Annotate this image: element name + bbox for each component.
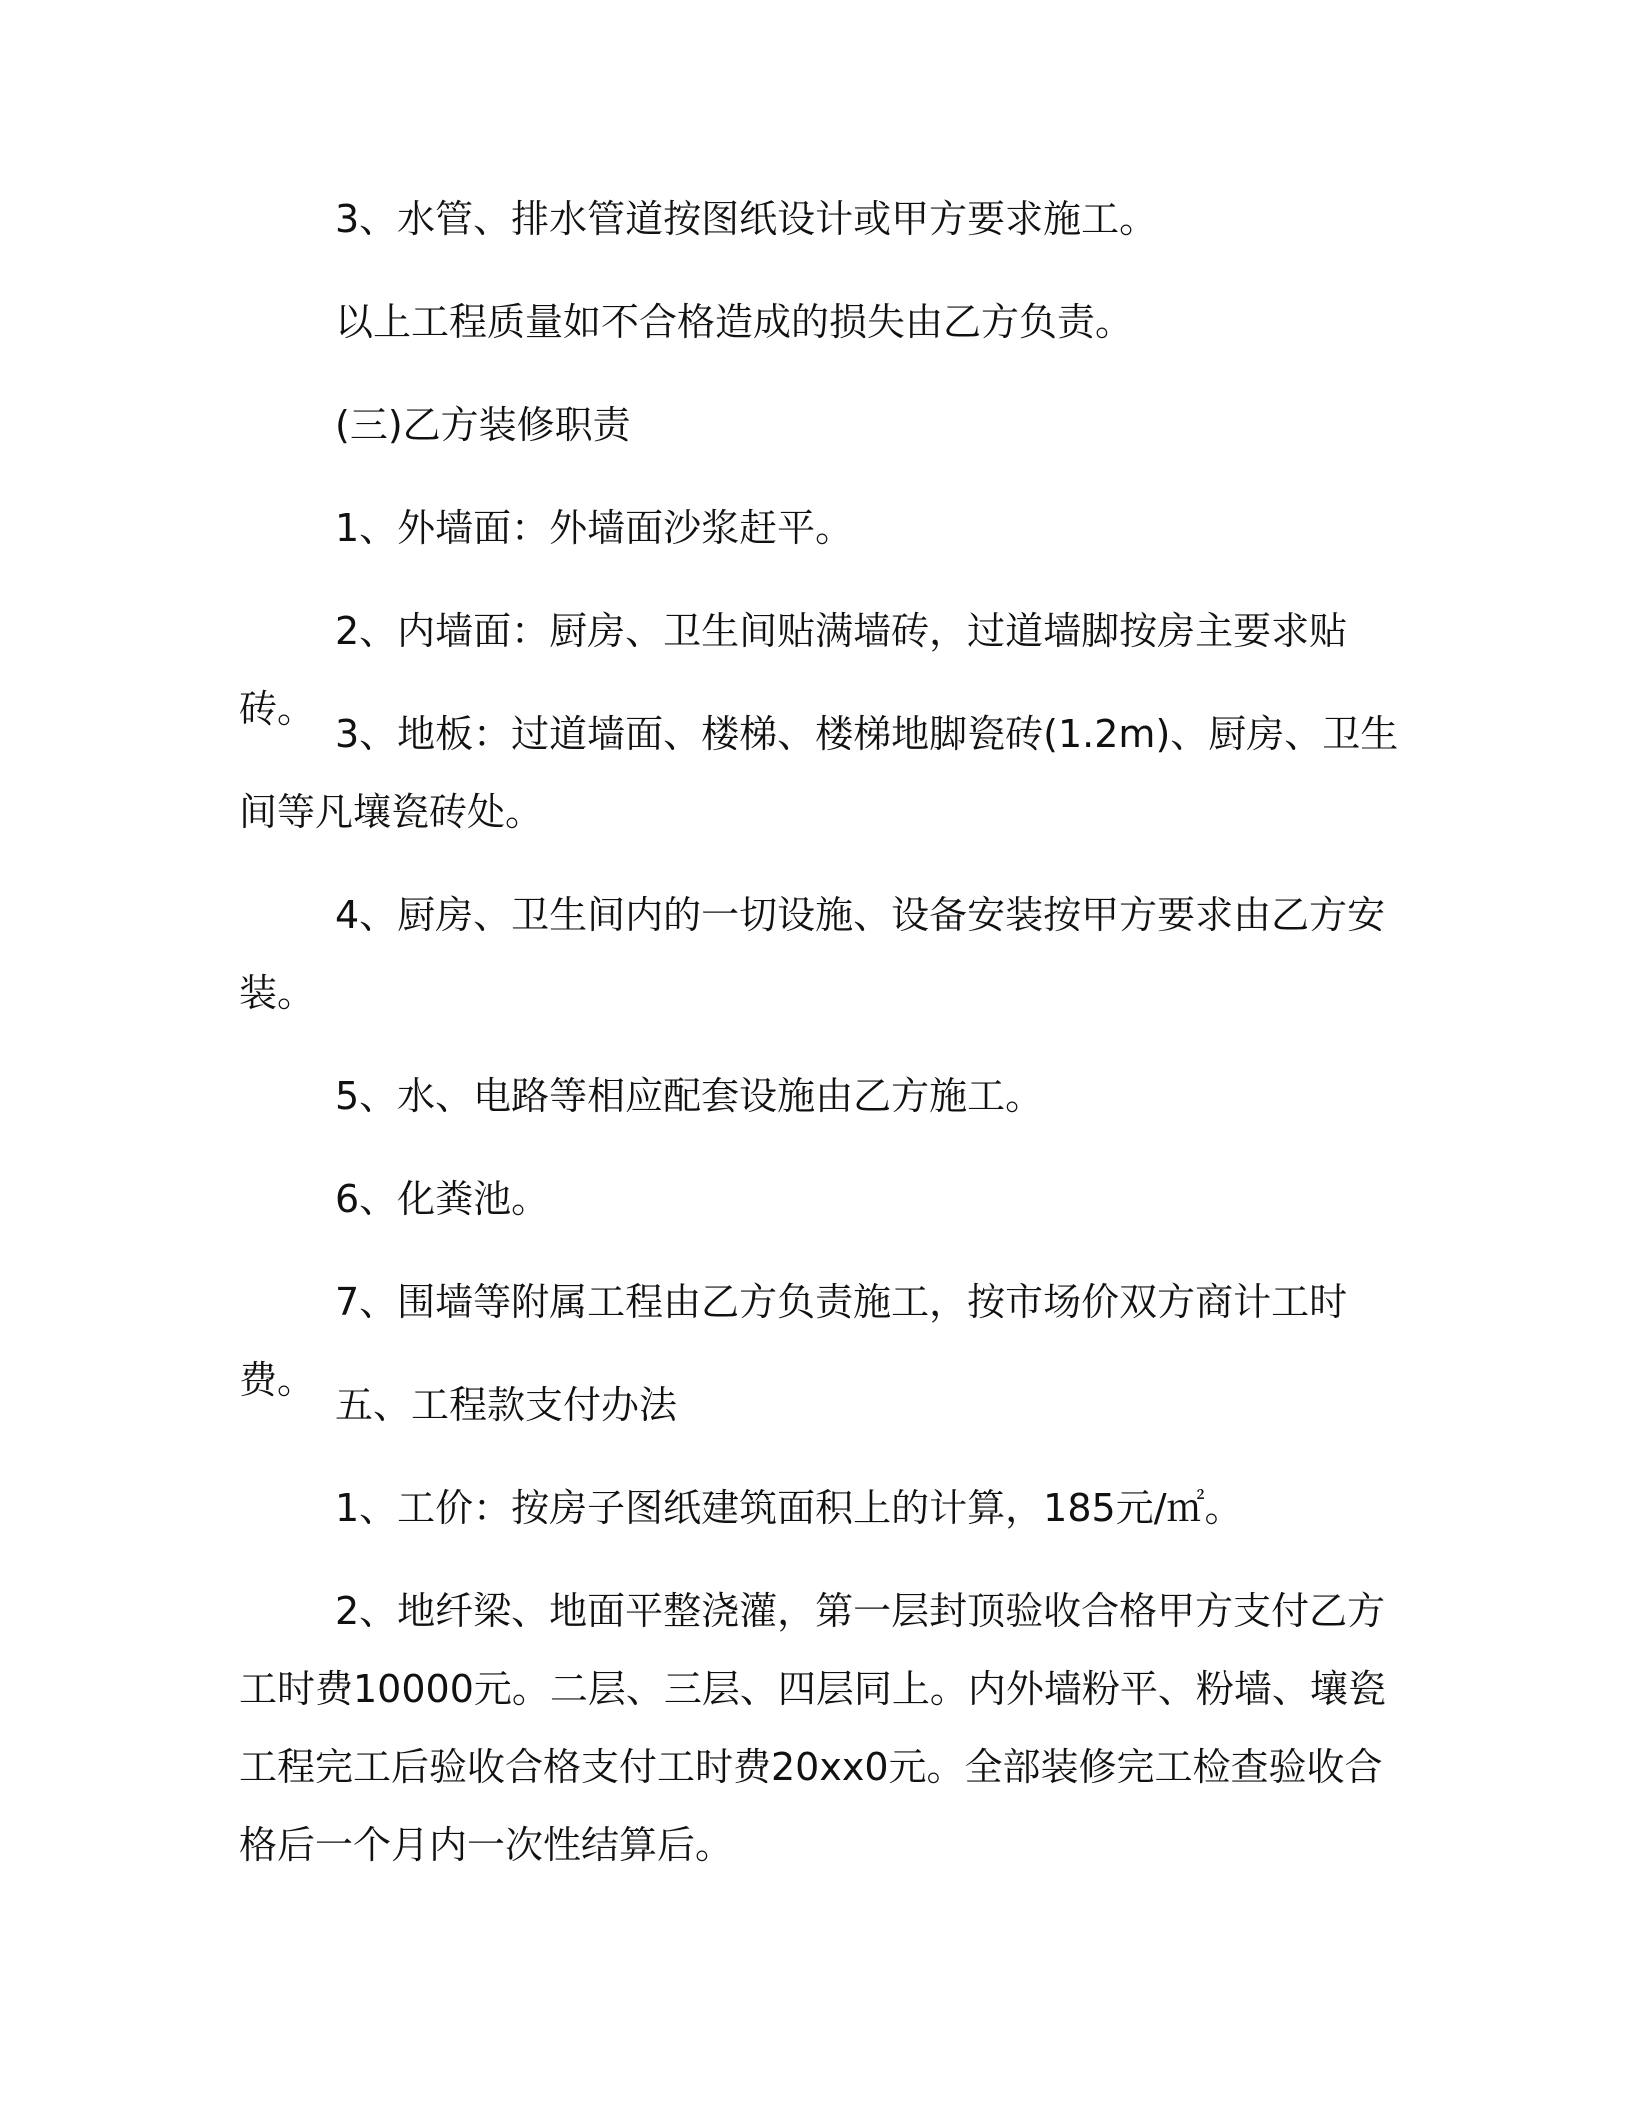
paragraph-septic-tank: 6、化粪池。	[335, 1177, 550, 1221]
paragraph-exterior-wall: 1、外墙面：外墙面沙浆赶平。	[335, 506, 854, 550]
section-heading-decoration-duties: (三)乙方装修职责	[335, 403, 631, 447]
paragraph-water-electric: 5、水、电路等相应配套设施由乙方施工。	[335, 1074, 1044, 1118]
paragraph-floor: 3、地板：过道墙面、楼梯、楼梯地脚瓷砖(1.2m)、厨房、卫生间等凡壤瓷砖处。	[239, 712, 1399, 834]
section-heading-payment: 五、工程款支付办法	[335, 1383, 678, 1427]
paragraph-payment-schedule: 2、地纤梁、地面平整浇灌，第一层封顶验收合格甲方支付乙方工时费10000元。二层、三层、四层同上。内外墙粉平、粉墙、壤瓷工程完工后验收合格支付工时费20xx0元。全部装修完工检查验收合格后一个月内一次性结算后。	[239, 1589, 1386, 1867]
paragraph-unit-price: 1、工价：按房子图纸建筑面积上的计算，185元/㎡。	[335, 1486, 1243, 1530]
paragraph-kitchen-bathroom: 4、厨房、卫生间内的一切设施、设备安装按甲方要求由乙方安装。	[239, 893, 1386, 1015]
paragraph-water-pipes: 3、水管、排水管道按图纸设计或甲方要求施工。	[335, 197, 1158, 241]
paragraph-interior-wall: 2、内墙面：厨房、卫生间贴满墙砖，过道墙脚按房主要求贴砖。	[239, 609, 1348, 731]
paragraph-fence-wall: 7、围墙等附属工程由乙方负责施工，按市场价双方商计工时费。	[239, 1280, 1348, 1402]
paragraph-quality-liability: 以上工程质量如不合格造成的损失由乙方负责。	[335, 300, 1134, 344]
